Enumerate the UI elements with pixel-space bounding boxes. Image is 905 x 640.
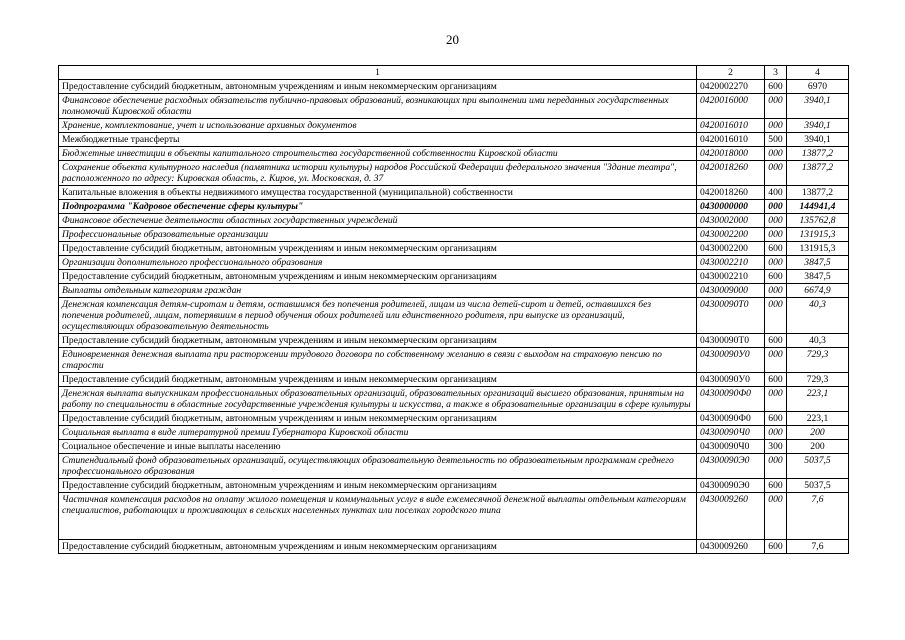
row-name-cell: Сохранение объекта культурного наследия (памятника истории культуры) народов Российской Федерации федерального значения "Здание театра", расположенного по адресу: Кировская область, г. Киров, ул. Московская, д. 37 — [59, 161, 697, 186]
table-row — [59, 228, 849, 242]
row-kind-cell: 600 — [765, 270, 787, 284]
row-name-cell: Предоставление субсидий бюджетным, автономным учреждениям и иным некоммерческим организациям — [59, 334, 697, 348]
row-name-cell: Бюджетные инвестиции в объекты капитального строительства государственной собственности Кировской области — [59, 147, 697, 161]
column-header-2: 2 — [697, 66, 765, 80]
column-header-1: 1 — [59, 66, 697, 80]
row-sum-cell: 131915,3 — [787, 242, 849, 256]
row-kind-cell: 000 — [765, 161, 787, 186]
row-name-cell: Денежная компенсация детям-сиротам и детям, оставшимся без попечения родителей, лицам из числа детей-сирот и детей, оставшихся без попечения родителей, лицам, потерявшим в период обучения обоих родителей или единственного родителя, при выпуске из организаций, осуществляющих образовательную деятельность — [59, 298, 697, 334]
row-name-cell: Хранение, комплектование, учет и использование архивных документов — [59, 119, 697, 133]
table-row — [59, 454, 849, 479]
row-kind-cell: 400 — [765, 186, 787, 200]
row-kind-cell: 300 — [765, 440, 787, 454]
table-row — [59, 242, 849, 256]
table-row — [59, 256, 849, 270]
row-sum-cell: 131915,3 — [787, 228, 849, 242]
row-sum-cell: 729,3 — [787, 373, 849, 387]
row-sum-cell: 5037,5 — [787, 454, 849, 479]
row-sum-cell: 3940,1 — [787, 133, 849, 147]
row-code-cell: 04300090Ч0 — [697, 440, 765, 454]
row-kind-cell: 600 — [765, 373, 787, 387]
row-kind-cell: 000 — [765, 147, 787, 161]
column-header-4: 4 — [787, 66, 849, 80]
table-row — [59, 161, 849, 186]
table-row — [59, 94, 849, 119]
row-sum-cell: 223,1 — [787, 412, 849, 426]
row-name-cell: Организации дополнительного профессионального образования — [59, 256, 697, 270]
table-row — [59, 493, 849, 540]
row-kind-cell: 000 — [765, 298, 787, 334]
row-code-cell: 0430002200 — [697, 242, 765, 256]
row-sum-cell: 200 — [787, 426, 849, 440]
row-name-cell: Предоставление субсидий бюджетным, автономным учреждениям и иным некоммерческим организациям — [59, 270, 697, 284]
row-kind-cell: 600 — [765, 540, 787, 554]
row-code-cell: 04300090Т0 — [697, 334, 765, 348]
column-header-3: 3 — [765, 66, 787, 80]
row-name-cell: Денежная выплата выпускникам профессиональных образовательных организаций, образовательных организаций высшего образования, принятым на работу по специальности в областные государственные учреждения культуры и искусства, а также в образовательные организации в сфере культуры — [59, 387, 697, 412]
row-name-cell: Предоставление субсидий бюджетным, автономным учреждениям и иным некоммерческим организациям — [59, 479, 697, 493]
row-name-cell: Подпрограмма "Кадровое обеспечение сферы культуры" — [59, 200, 697, 214]
row-kind-cell: 600 — [765, 80, 787, 94]
row-kind-cell: 000 — [765, 256, 787, 270]
row-name-cell: Предоставление субсидий бюджетным, автономным учреждениям и иным некоммерческим организациям — [59, 540, 697, 554]
row-name-cell: Выплаты отдельным категориям граждан — [59, 284, 697, 298]
table-row — [59, 479, 849, 493]
row-kind-cell: 000 — [765, 284, 787, 298]
table-row — [59, 440, 849, 454]
table-row — [59, 334, 849, 348]
table-row — [59, 214, 849, 228]
page-number: 20 — [446, 32, 459, 47]
row-sum-cell: 3847,5 — [787, 270, 849, 284]
row-code-cell: 0420016010 — [697, 133, 765, 147]
table-row — [59, 80, 849, 94]
row-sum-cell: 13877,2 — [787, 186, 849, 200]
row-code-cell: 0430009260 — [697, 540, 765, 554]
row-code-cell: 04300090У0 — [697, 348, 765, 373]
row-kind-cell: 000 — [765, 119, 787, 133]
row-sum-cell: 3940,1 — [787, 94, 849, 119]
row-code-cell: 0430000000 — [697, 200, 765, 214]
row-code-cell: 04300090У0 — [697, 373, 765, 387]
table-row — [59, 387, 849, 412]
row-name-cell: Межбюджетные трансферты — [59, 133, 697, 147]
row-name-cell: Предоставление субсидий бюджетным, автономным учреждениям и иным некоммерческим организациям — [59, 412, 697, 426]
row-kind-cell: 600 — [765, 479, 787, 493]
row-kind-cell: 600 — [765, 242, 787, 256]
table-row — [59, 133, 849, 147]
row-kind-cell: 000 — [765, 228, 787, 242]
table-row — [59, 119, 849, 133]
row-code-cell: 04300090Т0 — [697, 298, 765, 334]
row-code-cell: 04300090Ф0 — [697, 412, 765, 426]
row-sum-cell: 5037,5 — [787, 479, 849, 493]
row-name-cell: Частичная компенсация расходов на оплату жилого помещения и коммунальных услуг в виде ежемесячной денежной выплаты отдельным категориям специалистов, работающих и проживающих в сельских населенных пунктах или поселках городского типа — [59, 493, 697, 540]
row-kind-cell: 000 — [765, 387, 787, 412]
row-name-cell: Единовременная денежная выплата при расторжении трудового договора по собственному желанию в связи с выходом на страховую пенсию по старости — [59, 348, 697, 373]
table-row — [59, 426, 849, 440]
table-row — [59, 540, 849, 554]
row-sum-cell: 40,3 — [787, 298, 849, 334]
row-sum-cell: 729,3 — [787, 348, 849, 373]
table-row — [59, 147, 849, 161]
row-sum-cell: 7,6 — [787, 540, 849, 554]
row-kind-cell: 500 — [765, 133, 787, 147]
row-sum-cell: 144941,4 — [787, 200, 849, 214]
table-row — [59, 373, 849, 387]
row-name-cell: Предоставление субсидий бюджетным, автономным учреждениям и иным некоммерческим организациям — [59, 242, 697, 256]
row-kind-cell: 000 — [765, 493, 787, 540]
row-name-cell: Финансовое обеспечение расходных обязательств публично-правовых образований, возникающих при выполнении ими переданных государственных полномочий Кировской области — [59, 94, 697, 119]
row-kind-cell: 000 — [765, 200, 787, 214]
row-code-cell: 0430002210 — [697, 256, 765, 270]
row-kind-cell: 000 — [765, 214, 787, 228]
row-name-cell: Предоставление субсидий бюджетным, автономным учреждениям и иным некоммерческим организациям — [59, 373, 697, 387]
row-code-cell: 0430009000 — [697, 284, 765, 298]
row-code-cell: 0420018260 — [697, 161, 765, 186]
table-row — [59, 348, 849, 373]
row-code-cell: 0420016000 — [697, 94, 765, 119]
row-code-cell: 0420016010 — [697, 119, 765, 133]
row-code-cell: 0420018260 — [697, 186, 765, 200]
row-sum-cell: 3940,1 — [787, 119, 849, 133]
row-name-cell: Стипендиальный фонд образовательных организаций, осуществляющих образовательную деятельность по образовательным программам среднего профессионального образования — [59, 454, 697, 479]
row-sum-cell: 3847,5 — [787, 256, 849, 270]
row-name-cell: Социальное обеспечение и иные выплаты населению — [59, 440, 697, 454]
budget-table — [58, 65, 849, 554]
row-code-cell: 0430002210 — [697, 270, 765, 284]
row-kind-cell: 000 — [765, 454, 787, 479]
row-code-cell: 0430009260 — [697, 493, 765, 540]
row-kind-cell: 600 — [765, 412, 787, 426]
row-kind-cell: 600 — [765, 334, 787, 348]
row-code-cell: 0420002270 — [697, 80, 765, 94]
row-code-cell: 0430002000 — [697, 214, 765, 228]
row-kind-cell: 000 — [765, 94, 787, 119]
row-code-cell: 0420018000 — [697, 147, 765, 161]
row-sum-cell: 135762,8 — [787, 214, 849, 228]
row-kind-cell: 000 — [765, 426, 787, 440]
row-name-cell: Предоставление субсидий бюджетным, автономным учреждениям и иным некоммерческим организациям — [59, 80, 697, 94]
table-row — [59, 200, 849, 214]
table-row — [59, 412, 849, 426]
row-code-cell: 04300090Э0 — [697, 479, 765, 493]
table-row — [59, 284, 849, 298]
row-name-cell: Капитальные вложения в объекты недвижимого имущества государственной (муниципальной) собственности — [59, 186, 697, 200]
row-sum-cell: 7,6 — [787, 493, 849, 540]
row-sum-cell: 13877,2 — [787, 161, 849, 186]
row-sum-cell: 40,3 — [787, 334, 849, 348]
row-code-cell: 04300090Ф0 — [697, 387, 765, 412]
table-row — [59, 270, 849, 284]
row-code-cell: 04300090Э0 — [697, 454, 765, 479]
row-kind-cell: 000 — [765, 348, 787, 373]
row-code-cell: 04300090Ч0 — [697, 426, 765, 440]
table-row — [59, 186, 849, 200]
row-name-cell: Профессиональные образовательные организации — [59, 228, 697, 242]
row-sum-cell: 6970 — [787, 80, 849, 94]
table-header-row — [59, 66, 849, 80]
row-name-cell: Социальная выплата в виде литературной премии Губернатора Кировской области — [59, 426, 697, 440]
row-sum-cell: 6674,9 — [787, 284, 849, 298]
row-name-cell: Финансовое обеспечение деятельности областных государственных учреждений — [59, 214, 697, 228]
row-sum-cell: 13877,2 — [787, 147, 849, 161]
table-row — [59, 298, 849, 334]
row-sum-cell: 223,1 — [787, 387, 849, 412]
row-code-cell: 0430002200 — [697, 228, 765, 242]
row-sum-cell: 200 — [787, 440, 849, 454]
